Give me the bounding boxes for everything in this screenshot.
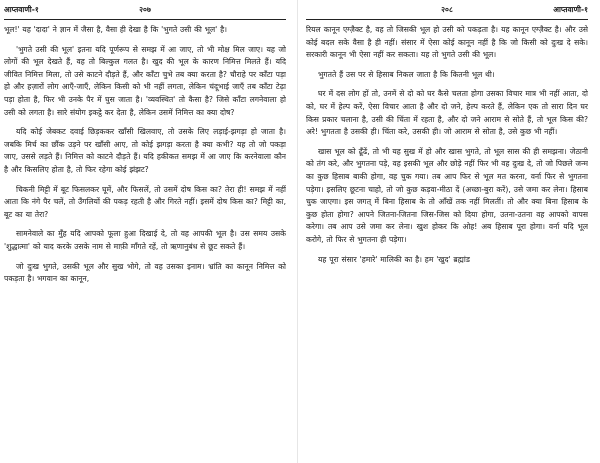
right-page-header	[306, 3, 588, 17]
left-header-title: आप्तवाणी-१	[4, 5, 39, 14]
right-paragraph-4: खास भूल को ढूँढें, तो भी यह सुख में हो और खास भुगते, तो भूल सास की ही समझना। जेठानी को तंग करे, और भुगतना पड़े, वह इसकी भूल और छोड़े नहीं फिर भी वह दुःख दे, तो जो पिछले जन्म का कुछ हिसाब बाकी होगा, वह चुक गया। तब आप फिर से भूल मत करना, वर्ना फिर से भुगतना पड़ेगा। इसलिए छूटना चाहो, तो जो कुछ कड़वा-मीठा दें (अच्छा-बुरा करें), उसे जमा कर लेना। हिसाब चुक जाएगा। इस जगत् में बिना हिसाब के तो आँखें तक नहीं मिलतीं। तो और क्या बिना हिसाब के कुछ होता होगा? आपने जितना-जितना जिस-जिस को दिया होगा, उतना-उतना वह आपको वापस करेगा। तब आप उसे जमा कर लेना। खुश होकर कि ओह! अब हिसाब पूरा होगा। वर्ना यदि भूल करोगे, तो फिर से भुगतना ही पड़ेगा।	[306, 146, 588, 244]
right-paragraph-1: रियल कानून एग्ज़ैक्ट है, वह तो जिसकी भूल हो उसी को पकड़ता है। यह कानून एग्ज़ैक्ट है। और उसे कोई बदल सके वैसा है ही नहीं। संसार में ऐसा कोई कानून नहीं है कि जो किसी को दुःख दे सके। सरकारी कानून भी ऐसा नहीं कर सकता। यह तो भुगते उसी की भूल।	[306, 25, 588, 60]
left-paragraph-1: भूल!' यह 'दादा' ने ज्ञान में जैसा है, वैसा ही देखा है कि 'भुगते उसी की भूल' है।	[4, 25, 227, 34]
left-page-number: २०७	[139, 5, 151, 14]
left-header-rule	[4, 19, 286, 20]
left-paragraph-4: चिकनी मिट्टी में बूट फिसलकर घूमें, और फिसलें, तो उसमें दोष किस का? तेरा ही! समझ में नहीं आता कि नंगे पैर चलें, तो उँगलियों की पकड़ रहती है और गिरते नहीं। इसमें दोष किस का? मिट्टी का, बूट का या तेरा?	[4, 184, 286, 219]
left-paragraph-6: जो दुःख भुगते, उसकी भूल और सुख भोगे, तो वह उसका इनाम। भ्रांति का कानून निमित्त को पकड़ता है। भगवान का कानून,	[4, 261, 286, 284]
page-gutter	[297, 0, 298, 463]
right-paragraph-3: घर में दस लोग हों तो, उनमें से दो को घर कैसे चलता होगा उसका विचार मात्र भी नहीं आता, दो को, घर में हेल्प करें, ऐसा विचार आता है और दो जने, हेल्प करते हैं, लेकिन एक तो सारा दिन घर किस प्रकार चलाना है, उसी की चिंता में रहता है, और दो जने आराम से सोते हैं, तो भूल किस की? अरे! भुगतता है उसकी ही। चिंता करे, उसकी ही। जो आराम से सोता है, उसे कुछ भी नहीं।	[306, 89, 588, 137]
right-header-rule	[306, 19, 588, 20]
right-page	[306, 0, 588, 463]
left-paragraph-5: सामनेवाले का मुँह यदि आपको फूला हुआ दिखाई दे, तो वह आपकी भूल है। उस समय उसके 'शुद्धात्मा' को याद करके उसके नाम से माफ़ी माँगते रहें, तो ऋणानुबंध से छूट सकते हैं।	[4, 229, 286, 251]
left-paragraph-3: यदि कोई जेबकट दवाई छिड़ककर खाँसी खिलवाए, तो उसके लिए लड़ाई-झगड़ा हो जाता है। जबकि मिर्च का छौंक उड़ने पर खाँसी आए, तो कोई झगड़ा करता है क्या कभी? यह तो जो पकड़ा जाए, उससे लड़ते हैं। निमित्त को काटने दौड़ते हैं। यदि हकीकत समझ में आ जाए कि करनेवाला कौन है और किसलिए होता है, तो फिर रहेगा कोई झंझट?	[4, 127, 286, 174]
right-page-number: २०८	[441, 5, 453, 14]
right-paragraph-5: यह पूरा संसार 'हमारे' मालिकी का है। हम 'खुद' ब्रह्मांड	[318, 254, 470, 264]
left-page-header	[4, 3, 286, 17]
left-page	[4, 0, 286, 463]
right-paragraph-2: भुगतते हैं उस पर से हिसाब निकल जाता है कि कितनी भूल थी।	[318, 69, 495, 79]
left-paragraph-2: 'भुगते उसी की भूल' इतना यदि पूर्णरूप से समझ में आ जाए, तो भी मोक्ष मिल जाए। यह जो लोगों की भूल देखते हैं, वह तो बिल्कुल गलत है। खुद की भूल के कारण निमित्त मिलते हैं। यदि जीवित निमित्त मिला, तो उसे काटने दौड़ते हैं, और काँटा चुभे तब क्या करता है? चौराहे पर काँटा पड़ा हो और हज़ारों लोग आएँ-जाएँ, लेकिन किसी को भी नहीं लगता, लेकिन चंदूभाई जाएँ तब काँटा टेढ़ा पड़ा होता है, फिर भी उनके पैर में घुस जाता है। 'व्यवस्थित' तो कैसा है? जिसे काँटा लगनेवाला हो उसी को लगता है। सारे संयोग इकट्ठे कर देता है, लेकिन उसमें निमित्त का क्या दोष?	[4, 44, 286, 117]
right-header-title: आप्तवाणी-१	[553, 5, 588, 14]
